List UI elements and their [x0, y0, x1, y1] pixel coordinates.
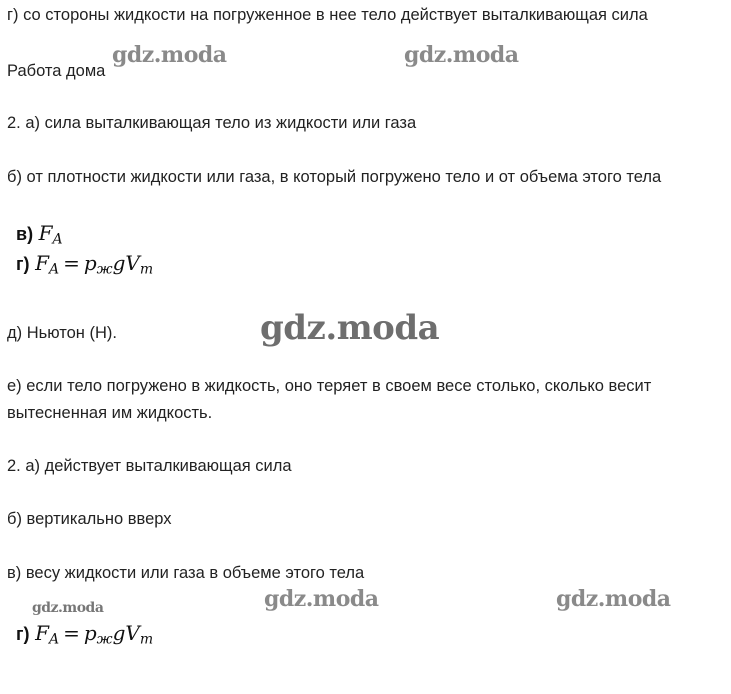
text-line-1: г) со стороны жидкости на погруженное в нее тело действует выталкивающая сила — [7, 6, 648, 24]
formula-g — [16, 250, 153, 283]
text-line-answer-2a: 2. а) сила выталкивающая тело из жидкости или газа — [7, 114, 417, 132]
text-line-answer-v-second: в) весу жидкости или газа в объеме этого тела — [7, 564, 365, 582]
formula-g-second-label: г) — [16, 624, 30, 644]
formula-v-expression: $F_A$ — [38, 221, 63, 248]
formula-v — [16, 220, 63, 253]
watermark-logo: gdz.moda — [264, 586, 379, 612]
formula-g-label: г) — [16, 254, 30, 274]
text-line-answer-b: б) от плотности жидкости или газа, в который погружено тело и от объема этого тела — [7, 168, 662, 186]
text-line-answer-e-1: е) если тело погружено в жидкость, оно теряет в своем весе столько, сколько весит — [7, 377, 652, 395]
section-heading-home-work: Работа дома — [7, 62, 106, 80]
watermark-logo: gdz.moda — [32, 600, 104, 616]
text-line-answer-e-2: вытесненная им жидкость. — [7, 404, 213, 422]
formula-v-label: в) — [16, 224, 34, 244]
watermark-logo: gdz.moda — [260, 308, 440, 348]
watermark-logo: gdz.moda — [556, 586, 671, 612]
text-line-answer-d: д) Ньютон (Н). — [7, 324, 117, 342]
formula-g-second — [16, 620, 153, 653]
formula-g-second-expression: $F_A = p_жgV_m$ — [35, 621, 154, 648]
watermark-logo: gdz.moda — [404, 42, 519, 68]
formula-g-expression: $F_A = p_жgV_m$ — [35, 251, 154, 278]
text-line-answer-2a-second: 2. а) действует выталкивающая сила — [7, 457, 292, 475]
text-line-answer-b-second: б) вертикально вверх — [7, 510, 172, 528]
watermark-logo: gdz.moda — [112, 42, 227, 68]
